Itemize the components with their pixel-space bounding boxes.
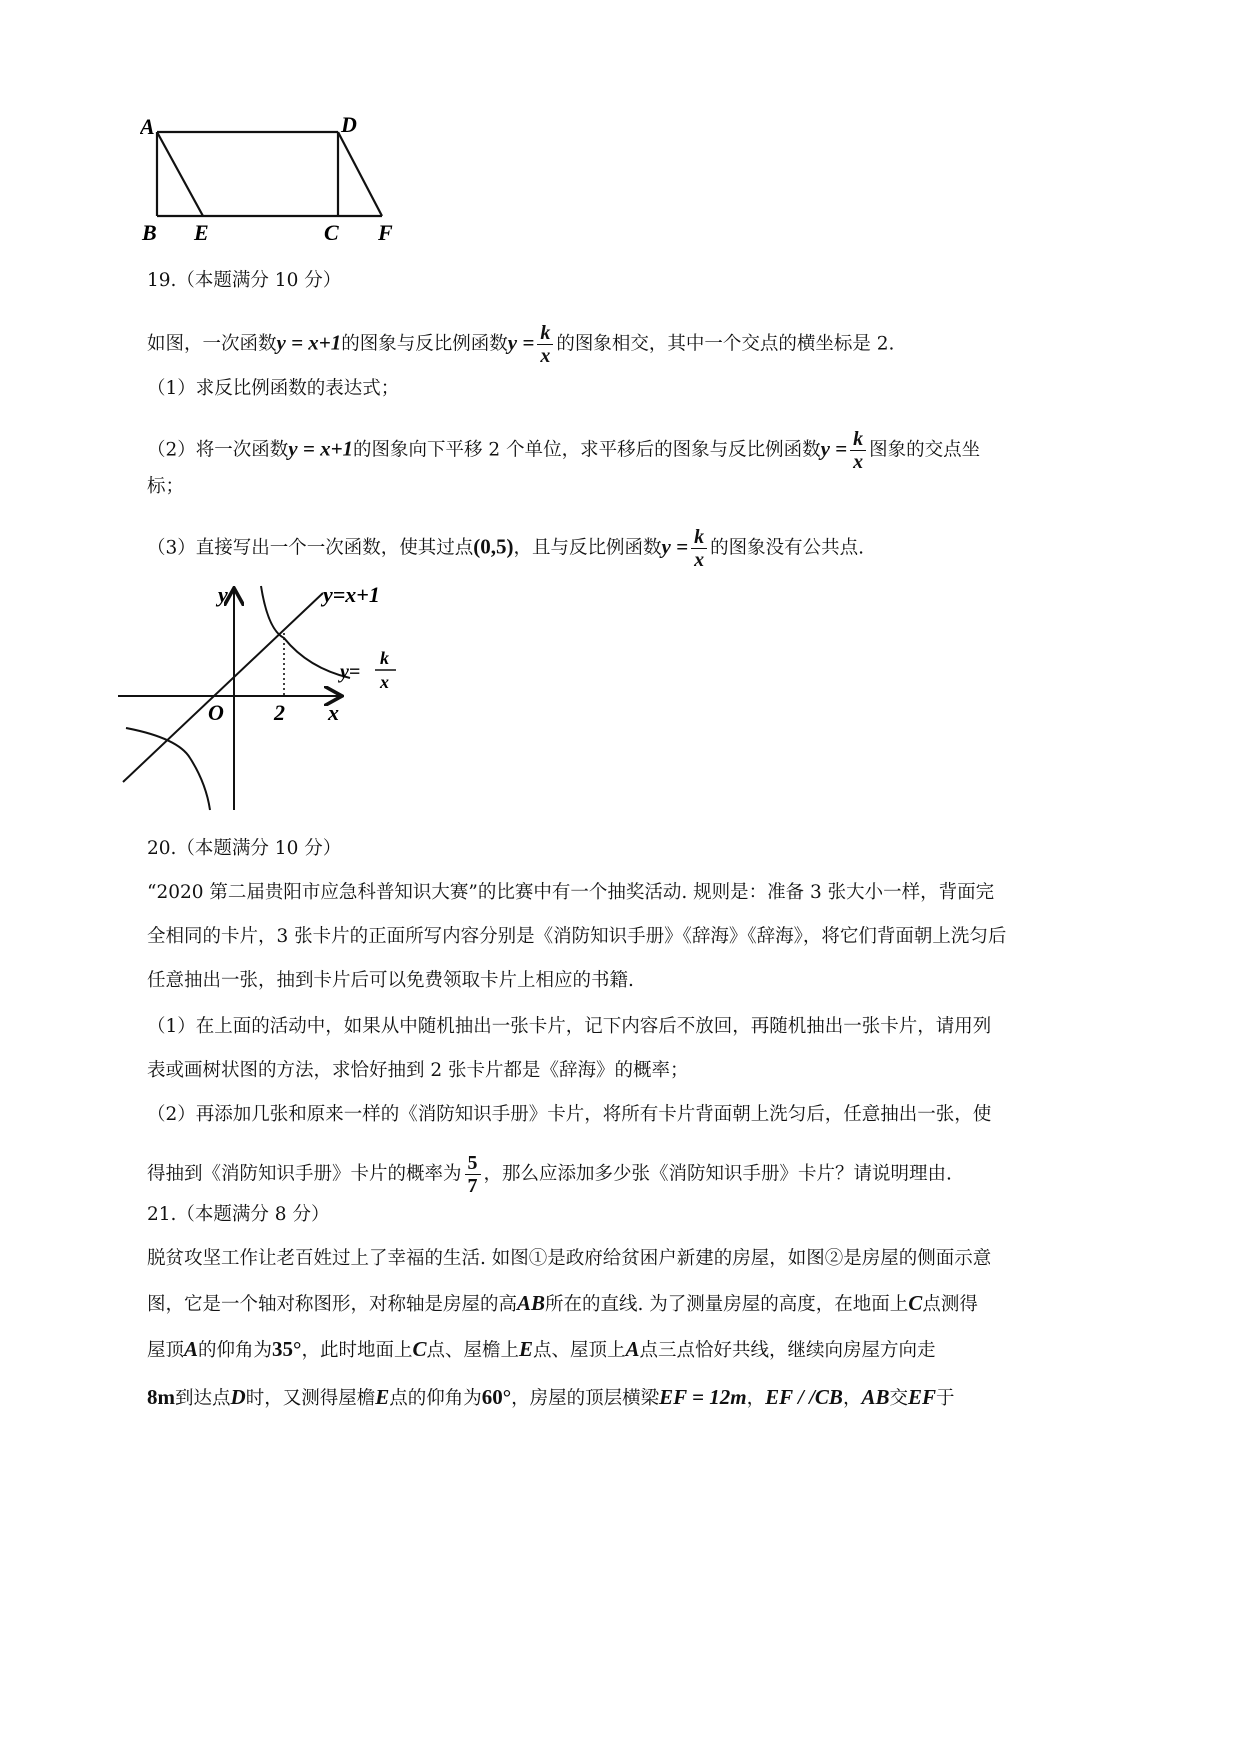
curve-label-lhs: y= (340, 661, 361, 683)
q20-line6: （2）再添加几张和原来一样的《消防知识手册》卡片，将所有卡片背面朝上洗匀后，任意抽出一张，使 (147, 1104, 992, 1125)
q21-line2: 图，它是一个轴对称图形，对称轴是房屋的高AB所在的直线. 为了测量房屋的高度，在地面上C点测得 (147, 1291, 978, 1315)
q21-line3: 屋顶A的仰角为35°，此时地面上C点、屋檐上E点、屋顶上A点三点恰好共线，继续向房屋方向走 (147, 1337, 936, 1361)
segment-DF (338, 132, 382, 216)
q20-line5: 表或画树状图的方法，求恰好抽到 2 张卡片都是《辞海》的概率； (147, 1060, 689, 1081)
q19-part3: （3）直接写出一个一次函数，使其过点(0,5)，且与反比例函数y = $\frac{k}{x}$ 的图象没有公共点. (147, 526, 864, 571)
q20-line3: 任意抽出一张，抽到卡片后可以免费领取卡片上相应的书籍. (147, 970, 634, 991)
q19-part1: （1）求反比例函数的表达式； (147, 378, 400, 399)
q20-heading: 20.（本题满分 10 分） (147, 838, 342, 859)
label-C: C (324, 220, 339, 245)
y-axis-label: y (218, 582, 228, 607)
q19-part2-cont: 标； (147, 476, 185, 497)
label-D: D (341, 112, 357, 137)
q20-line7: 得抽到《消防知识手册》卡片的概率为 $\frac{5}{7}$ ，那么应添加多少张《消防知识手册》卡片？请说明理由. (147, 1152, 952, 1197)
label-F: F (378, 220, 393, 245)
q20-line2: 全相同的卡片，3 张卡片的正面所写内容分别是《消防知识手册》《辞海》《辞海》，将它们背面朝上洗匀后 (147, 926, 1007, 947)
x-axis-label: x (328, 700, 339, 725)
function-graph (118, 578, 418, 818)
q21-heading: 21.（本题满分 8 分） (147, 1204, 330, 1225)
q21-line1: 脱贫攻坚工作让老百姓过上了幸福的生活. 如图①是政府给贫困户新建的房屋，如图②是房屋的侧面示意 (147, 1248, 992, 1269)
q20-line1: “2020 第二届贵阳市应急科普知识大赛”的比赛中有一个抽奖活动. 规则是：准备 3 张大小一样，背面完 (147, 882, 995, 903)
curve-label-num: k (380, 648, 389, 668)
q19-heading: 19.（本题满分 10 分） (147, 270, 342, 291)
curve-label-den: x (380, 672, 389, 692)
segment-AE (157, 132, 203, 216)
tick-label-2: 2 (274, 700, 285, 725)
q19-part2: （2）将一次函数y = x+1的图象向下平移 2 个单位，求平移后的图象与反比例函数y = $\frac{k}{x}$ 图象的交点坐 (147, 428, 981, 473)
q21-line4: 8m到达点D时，又测得屋檐E点的仰角为60°，房屋的顶层横梁EF = 12m，EF / /CB，AB交EF于 (147, 1385, 955, 1409)
line-label: y=x+1 (323, 582, 380, 607)
q20-line4: （1）在上面的活动中，如果从中随机抽出一张卡片，记下内容后不放回，再随机抽出一张卡片，请用列 (147, 1016, 992, 1037)
q19-intro: 如图，一次函数y = x+1的图象与反比例函数y = $\frac{k}{x}$ 的图象相交，其中一个交点的横坐标是 2. (147, 322, 895, 367)
label-B: B (142, 220, 157, 245)
parallelogram-figure (140, 112, 440, 247)
origin-label: O (208, 700, 224, 725)
line-y-eq-x-plus-1 (123, 593, 323, 782)
label-E: E (194, 220, 209, 245)
label-A: A (140, 114, 155, 139)
hyperbola-branch-2 (126, 728, 210, 810)
